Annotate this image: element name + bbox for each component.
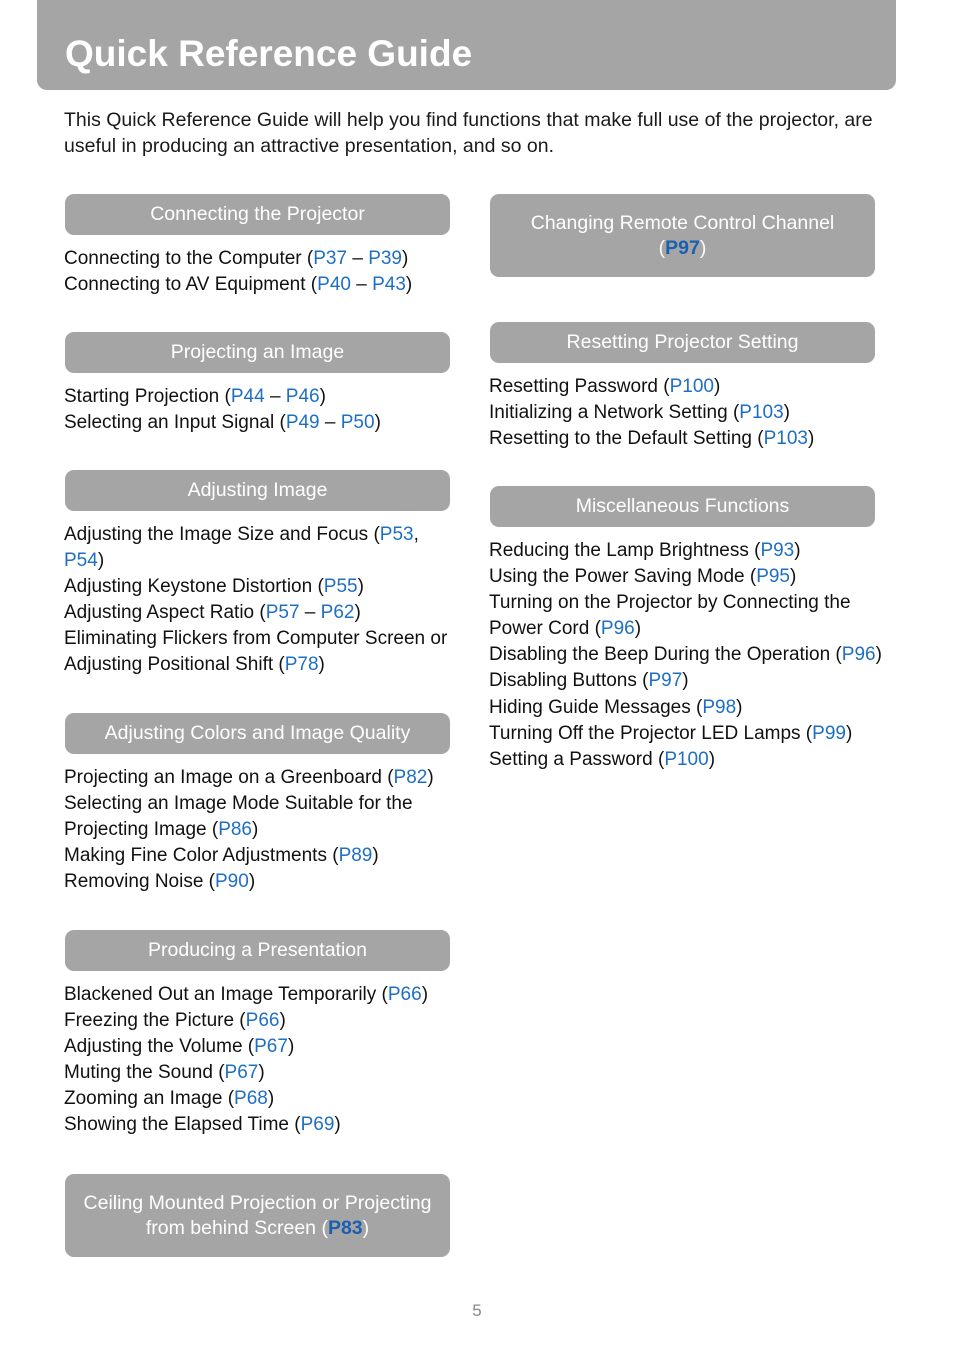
page-link[interactable]: P86 bbox=[218, 819, 252, 841]
section-heading-line: Changing Remote Control Channel bbox=[530, 211, 835, 234]
list-item: Making Fine Color Adjustments (P89) bbox=[64, 845, 379, 867]
page-link[interactable]: P90 bbox=[215, 871, 249, 893]
section-ceiling bbox=[65, 1174, 450, 1257]
page-link[interactable]: P46 bbox=[285, 386, 320, 407]
list-item: Adjusting Keystone Distortion (P55) bbox=[64, 576, 364, 598]
page-link[interactable]: P69 bbox=[300, 1114, 335, 1136]
section-heading: Producing a Presentation bbox=[65, 930, 450, 971]
page-link[interactable]: P97 bbox=[665, 236, 700, 259]
page-link[interactable]: P68 bbox=[234, 1088, 268, 1110]
page-link[interactable]: P100 bbox=[664, 748, 709, 770]
page-link[interactable]: P103 bbox=[763, 428, 808, 450]
list-item: Projecting an Image on a Greenboard (P82) bbox=[64, 767, 434, 788]
page-link[interactable]: P96 bbox=[600, 618, 635, 640]
page-link[interactable]: P44 bbox=[230, 386, 265, 407]
list-item: Initializing a Network Setting (P103) bbox=[489, 402, 790, 424]
page-link[interactable]: P50 bbox=[340, 412, 375, 434]
page-link[interactable]: P103 bbox=[739, 402, 784, 424]
section-heading-line: (P97) bbox=[658, 236, 707, 259]
page-link[interactable]: P67 bbox=[254, 1036, 288, 1058]
list-item: Turning Off the Projector LED Lamps (P99) bbox=[489, 722, 853, 744]
list-item: Projecting Image (P86) bbox=[64, 819, 259, 841]
section-heading bbox=[65, 1174, 450, 1257]
list-item: Adjusting the Volume (P67) bbox=[64, 1036, 295, 1058]
page-link[interactable]: P39 bbox=[368, 248, 402, 269]
list-item: Disabling the Beep During the Operation (P96) bbox=[489, 644, 882, 666]
list-item: Resetting Password (P100) bbox=[489, 376, 721, 397]
section-heading: Connecting the Projector bbox=[65, 194, 450, 235]
section-heading-line: from behind Screen (P83) bbox=[145, 1216, 370, 1239]
list-item: Zooming an Image (P68) bbox=[64, 1088, 275, 1110]
page-link[interactable]: P89 bbox=[338, 845, 373, 867]
page-link[interactable]: P49 bbox=[285, 412, 320, 434]
list-item: Disabling Buttons (P97) bbox=[489, 670, 689, 692]
page-link[interactable]: P67 bbox=[224, 1062, 259, 1084]
section-adjusting-image bbox=[65, 470, 450, 679]
page-link[interactable]: P62 bbox=[320, 602, 355, 624]
list-item: Turning on the Projector by Connecting the bbox=[489, 592, 851, 614]
page-link[interactable]: P53 bbox=[379, 524, 414, 545]
section-projecting bbox=[65, 332, 450, 436]
intro-paragraph: This Quick Reference Guide will help you find functions that make full use of the projector, are useful in producing an attractive presentation, and so on. bbox=[64, 109, 873, 157]
section-resetting bbox=[490, 322, 875, 452]
section-remote bbox=[490, 194, 875, 277]
page-link[interactable]: P54 bbox=[64, 550, 98, 572]
list-item: Hiding Guide Messages (P98) bbox=[489, 696, 743, 718]
page-link[interactable]: P78 bbox=[284, 654, 319, 676]
list-item: Removing Noise (P90) bbox=[64, 871, 256, 893]
section-misc bbox=[489, 486, 882, 773]
list-item: Using the Power Saving Mode (P95) bbox=[489, 566, 797, 588]
section-heading bbox=[490, 194, 875, 277]
section-heading-line: Ceiling Mounted Projection or Projecting bbox=[83, 1191, 432, 1214]
list-item: Adjusting the Image Size and Focus (P53, bbox=[64, 524, 419, 545]
section-heading: Adjusting Image bbox=[65, 470, 450, 511]
page-link[interactable]: P66 bbox=[245, 1010, 280, 1032]
list-item: Blackened Out an Image Temporarily (P66) bbox=[64, 984, 429, 1005]
page-link[interactable]: P37 bbox=[313, 248, 348, 269]
page-link[interactable]: P66 bbox=[387, 984, 422, 1005]
list-item: Setting a Password (P100) bbox=[489, 748, 716, 770]
section-heading: Adjusting Colors and Image Quality bbox=[65, 713, 450, 754]
page-link[interactable]: P57 bbox=[265, 602, 300, 624]
section-heading: Resetting Projector Setting bbox=[490, 322, 875, 363]
list-item: Selecting an Input Signal (P49 – P50) bbox=[64, 412, 381, 434]
list-item: Power Cord (P96) bbox=[489, 618, 642, 640]
list-item: Eliminating Flickers from Computer Screen or bbox=[64, 628, 448, 650]
section-connecting bbox=[65, 194, 450, 298]
list-item: Adjusting Aspect Ratio (P57 – P62) bbox=[64, 602, 361, 624]
page-link[interactable]: P43 bbox=[372, 274, 406, 296]
page-link[interactable]: P99 bbox=[812, 722, 846, 744]
list-item: Connecting to AV Equipment (P40 – P43) bbox=[64, 274, 413, 296]
list-item: Resetting to the Default Setting (P103) bbox=[489, 428, 815, 450]
list-item: Showing the Elapsed Time (P69) bbox=[64, 1114, 341, 1136]
list-item: Muting the Sound (P67) bbox=[64, 1062, 265, 1084]
section-heading: Projecting an Image bbox=[65, 332, 450, 373]
list-item: Starting Projection (P44 – P46) bbox=[64, 386, 326, 407]
section-colors bbox=[65, 713, 450, 895]
page-link[interactable]: P100 bbox=[669, 376, 714, 397]
list-item: Selecting an Image Mode Suitable for the bbox=[64, 793, 413, 815]
page-link[interactable]: P83 bbox=[327, 1216, 363, 1239]
list-item: Connecting to the Computer (P37 – P39) bbox=[64, 248, 409, 269]
page-link[interactable]: P55 bbox=[323, 576, 358, 598]
page-link[interactable]: P40 bbox=[317, 274, 351, 296]
list-item: P54) bbox=[64, 550, 105, 572]
page-number: 5 bbox=[472, 1301, 482, 1320]
list-item: Freezing the Picture (P66) bbox=[64, 1010, 286, 1032]
section-presentation bbox=[65, 930, 450, 1139]
page-link[interactable]: P82 bbox=[393, 767, 428, 788]
page-link[interactable]: P96 bbox=[841, 644, 876, 666]
list-item: Adjusting Positional Shift (P78) bbox=[64, 654, 325, 676]
page-link[interactable]: P95 bbox=[756, 566, 790, 588]
page-title: Quick Reference Guide bbox=[65, 33, 473, 74]
page-link[interactable]: P98 bbox=[702, 696, 737, 718]
title-bar bbox=[37, 0, 896, 90]
section-heading: Miscellaneous Functions bbox=[490, 486, 875, 527]
page-link[interactable]: P93 bbox=[760, 540, 795, 561]
page-link[interactable]: P97 bbox=[648, 670, 683, 692]
list-item: Reducing the Lamp Brightness (P93) bbox=[489, 540, 801, 561]
